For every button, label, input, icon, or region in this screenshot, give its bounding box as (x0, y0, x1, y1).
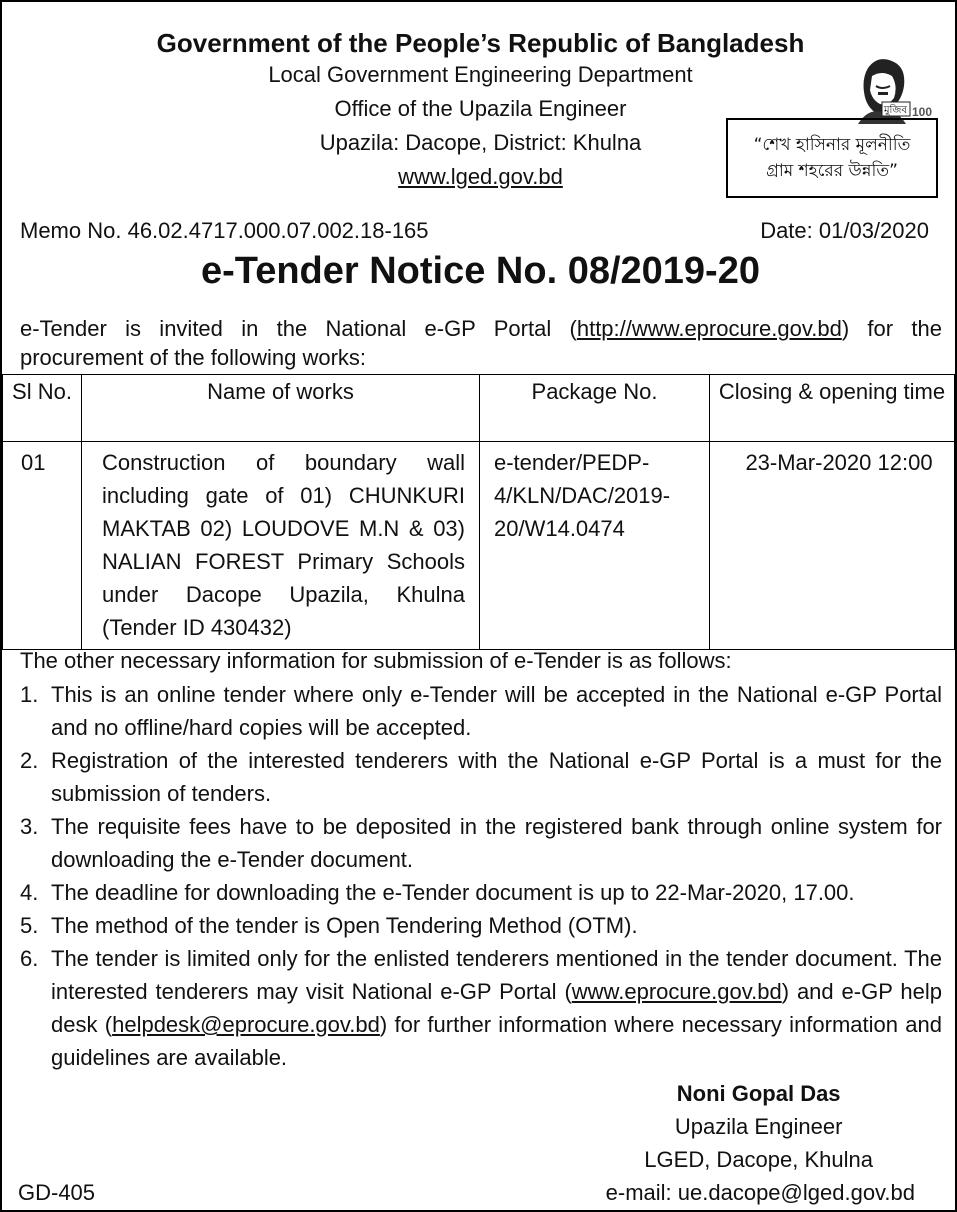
list-item-text (51, 942, 942, 1074)
item6-text-a: The interested tenderers may visit National e-GP Portal ( (51, 946, 942, 1004)
memo-number: Memo No. 46.02.4717.000.07.002.18-165 (20, 218, 429, 243)
list-item-number: 3. (20, 814, 39, 839)
intro-text-a: e-Tender is invited in the National e-GP Portal ( (20, 316, 577, 341)
works-table (2, 374, 955, 650)
notice-title: e-Tender Notice No. 08/2019-20 (201, 250, 760, 292)
gd-code: GD-405 (18, 1180, 96, 1205)
header-sl-text: Sl No. (12, 379, 72, 404)
list-item-text: The method of the tender is Open Tendering Method (OTM). (51, 913, 638, 938)
eprocure-link[interactable]: http://www.eprocure.gov.bd (576, 316, 842, 341)
notice-intro (20, 312, 942, 345)
helpdesk-email-link[interactable]: helpdesk@eprocure.gov.bd (112, 1012, 380, 1037)
list-item-number: 5. (20, 913, 39, 938)
signatory-email[interactable]: e-mail: ue.dacope@lged.gov.bd (605, 1180, 915, 1205)
signatory-office: LGED, Dacope, Khulna (644, 1147, 873, 1172)
memo-date: Date: 01/03/2020 (760, 218, 929, 243)
list-item-number: 6. (20, 946, 39, 971)
emblem-100-text: 100 (912, 105, 933, 119)
department-name: Local Government Engineering Department (268, 62, 693, 87)
signature-block (644, 1077, 873, 1176)
header-closing-time: Closing & opening time (710, 375, 955, 442)
intro-text-b: ) for the (841, 316, 942, 341)
mujib-100-emblem (848, 56, 934, 124)
list-item (20, 678, 942, 744)
row-package-no: e-tender/PEDP-4/KLN/DAC/2019-20/W14.0474 (480, 442, 710, 650)
signatory-name: Noni Gopal Das (676, 1081, 841, 1106)
list-item (20, 942, 942, 1074)
header-name-of-works: Name of works (82, 375, 480, 442)
table-row (3, 442, 955, 650)
info-intro: The other necessary information for submission of e-Tender is as follows: (20, 648, 732, 673)
office-location: Upazila: Dacope, District: Khulna (319, 130, 642, 155)
list-item-number: 4. (20, 880, 39, 905)
government-title: Government of the People’s Republic of Bangladesh (156, 28, 805, 58)
list-item-text: The deadline for downloading the e-Tender document is up to 22-Mar-2020, 17.00. (51, 880, 855, 905)
list-item (20, 810, 942, 876)
slogan-line-2: গ্রাম শহরের উন্নতি” (766, 161, 898, 181)
list-item (20, 876, 942, 909)
row-name-of-works: Construction of boundary wall including gate of 01) CHUNKURI MAKTAB 02) LOUDOVE M.N & 03) NALIAN FOREST Primary Schools under Dacope Upazila, Khulna (Tender ID 430432) (82, 442, 480, 650)
item6-line-1: The tender is limited only for the enlisted tenderers mentioned in the tender document. (51, 946, 898, 971)
notice-intro-line-2: procurement of the following works: (20, 345, 367, 370)
row-closing-time: 23-Mar-2020 12:00 (710, 442, 955, 650)
list-item (20, 909, 942, 942)
signatory-designation: Upazila Engineer (674, 1114, 843, 1139)
office-name: Office of the Upazila Engineer (334, 96, 627, 121)
row-sl: 01 (3, 442, 82, 650)
slogan-box (726, 118, 938, 198)
info-list (20, 678, 942, 1074)
list-item-text: Registration of the interested tenderers with the National e-GP Portal is a must for the submission of tenders. (51, 748, 942, 806)
item6-text-b: ) and e-GP help desk ( (51, 979, 942, 1037)
list-item-number: 1. (20, 682, 39, 707)
header-sl (3, 375, 82, 442)
emblem-mujib-text: মুজিব (884, 105, 907, 116)
website-link[interactable]: www.lged.gov.bd (398, 164, 563, 189)
slogan-line-1: “শেখ হাসিনার মূলনীতি (753, 135, 911, 155)
list-item (20, 744, 942, 810)
list-item-number: 2. (20, 748, 39, 773)
header-package-no: Package No. (480, 375, 710, 442)
list-item-text: This is an online tender where only e-Tender will be accepted in the National e-GP Portal and no offline/hard copies will be accepted. (51, 682, 942, 740)
table-header-row (3, 375, 955, 442)
eprocure-portal-link[interactable]: www.eprocure.gov.bd (571, 979, 782, 1004)
item6-text-c: ) for further information where necessary information and guidelines are available. (51, 1012, 942, 1070)
website-row (202, 164, 759, 190)
list-item-text: The requisite fees have to be deposited in the registered bank through online system for downloading the e-Tender document. (51, 814, 942, 872)
